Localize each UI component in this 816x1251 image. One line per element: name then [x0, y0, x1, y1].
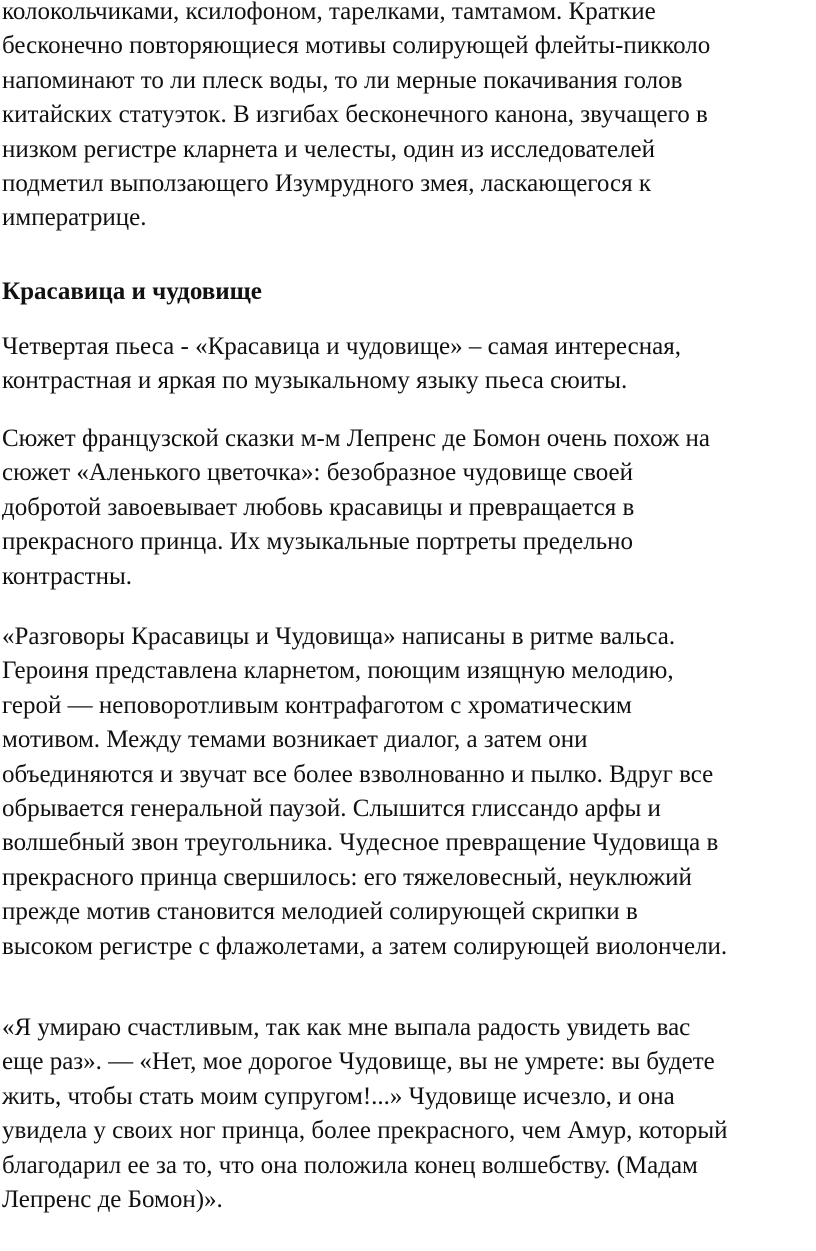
paragraph-2: Сюжет французской сказки м-м Лепренс де Бомон очень похож на сюжет «Аленького цветочка»: безобразное чудовище своей добротой завоевывает любовь красавицы и превращается в прекрасного принца. Их музыкальные портреты предельно контрастны. [2, 425, 711, 590]
paragraph-4: «Я умираю счастливым, так как мне выпала радость увидеть вас еще раз». — «Нет, мое дорогое Чудовище, вы не умрете: вы будете жить, чтобы стать моим супругом!...» Чудовище исчезло, и она увидела у своих ног принца, более прекрасного, чем Амур, который благодарил ее за то, что она положила конец волшебству. (Мадам Лепренс де Бомон)». [2, 1014, 728, 1214]
intro-paragraph: колокольчиками, ксилофоном, тарелками, тамтамом. Краткие бесконечно повторяющиеся мотивы солирующей флейты-пикколо напоминают то ли плеск воды, то ли мерные покачивания голов китайских статуэток. В изгибах бесконечного канона, звучащего в низком регистре кларнета и челесты, один из исследователей подметил выползающего Изумрудного змея, ласкающегося к императрице. [2, 0, 711, 232]
paragraph-1: Четвертая пьеса - «Красавица и чудовище» – самая интересная, контрастная и яркая по музыкальному языку пьеса сюиты. [2, 333, 681, 395]
section-heading: Красавица и чудовище [2, 278, 262, 305]
paragraph-3: «Разговоры Красавицы и Чудовища» написаны в ритме вальса. Героиня представлена кларнетом, поющим изящную мелодию, герой — неповоротливым контрафаготом с хроматическим мотивом. Между темами возникает диалог, а затем они объединяются и звучат все более взволнованно и пылко. Вдруг все обрывается генеральной паузой. Слышится глиссандо арфы и волшебный звон треугольника. Чудесное превращение Чудовища в прекрасного принца свершилось: его тяжеловесный, неуклюжий прежде мотив становится мелодией солирующей скрипки в высоком регистре с флажолетами, а затем солирующей виолончели. [2, 623, 728, 960]
